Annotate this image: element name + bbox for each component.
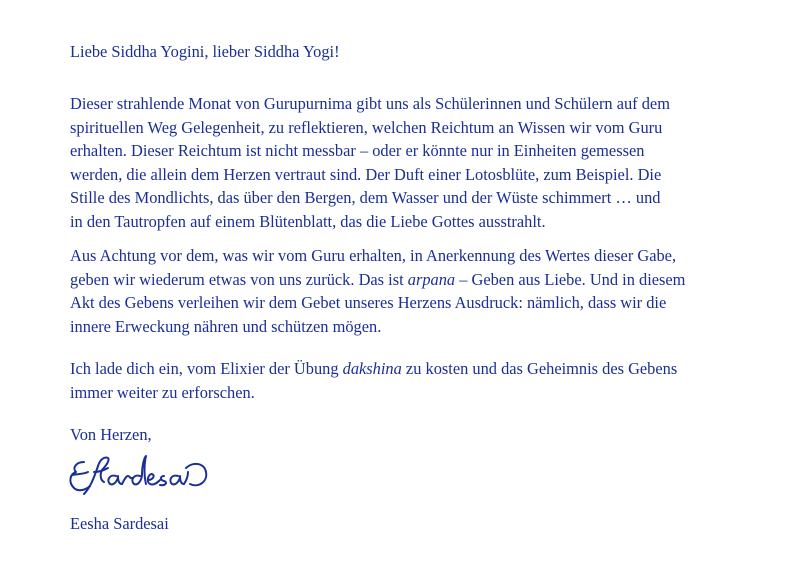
paragraph-line: immer weiter zu erforschen. [70, 382, 255, 402]
paragraph-line: Stille des Mondlichts, das über den Bergen, dem Wasser und der Wüste schimmert … und [70, 188, 661, 207]
paragraph-arpana [70, 244, 760, 338]
paragraph-line: in den Tautropfen auf einem Blütenblatt, das die Liebe Gottes ausstrahlt. [70, 211, 546, 231]
text-segment: zu kosten und das Geheimnis des Gebens [401, 359, 678, 378]
paragraph-line: erhalten. Dieser Reichtum ist nicht messbar – oder er könnte nur in Einheiten gemessen [70, 141, 645, 160]
paragraph-gurupurnima [70, 92, 760, 233]
paragraph-line: innere Erweckung nähren und schützen mögen. [70, 316, 382, 336]
paragraph-line: Dieser strahlende Monat von Gurupurnima gibt uns als Schülerinnen und Schülern auf dem [70, 94, 670, 113]
paragraph-line: Aus Achtung vor dem, was wir vom Guru erhalten, in Anerkennung des Wertes dieser Gabe, [70, 246, 677, 265]
signer-name: Eesha Sardesai [70, 514, 169, 533]
paragraph-line [70, 268, 760, 292]
closing: Von Herzen, [70, 425, 152, 444]
paragraph-line [70, 357, 760, 381]
text-segment: Ich lade dich ein, vom Elixier der Übung [70, 359, 343, 378]
italic-term-dakshina: dakshina [342, 359, 402, 378]
handwritten-signature [64, 448, 214, 510]
paragraph-line: spirituellen Weg Gelegenheit, zu reflektieren, welchen Reichtum an Wissen wir vom Guru [70, 117, 663, 137]
salutation: Liebe Siddha Yogini, lieber Siddha Yogi! [70, 42, 340, 61]
paragraph-dakshina [70, 357, 760, 404]
paragraph-line: Akt des Gebens verleihen wir dem Gebet unseres Herzens Ausdruck: nämlich, dass wir die [70, 293, 667, 312]
text-segment: – Geben aus Liebe. Und in diesem [455, 269, 686, 289]
text-segment: geben wir wiederum etwas von uns zurück. Das ist [70, 269, 408, 289]
italic-term-arpana: arpana [407, 269, 456, 289]
paragraph-line: werden, die allein dem Herzen vertraut sind. Der Duft einer Lotosblüte, zum Beispiel. Die [70, 164, 662, 184]
